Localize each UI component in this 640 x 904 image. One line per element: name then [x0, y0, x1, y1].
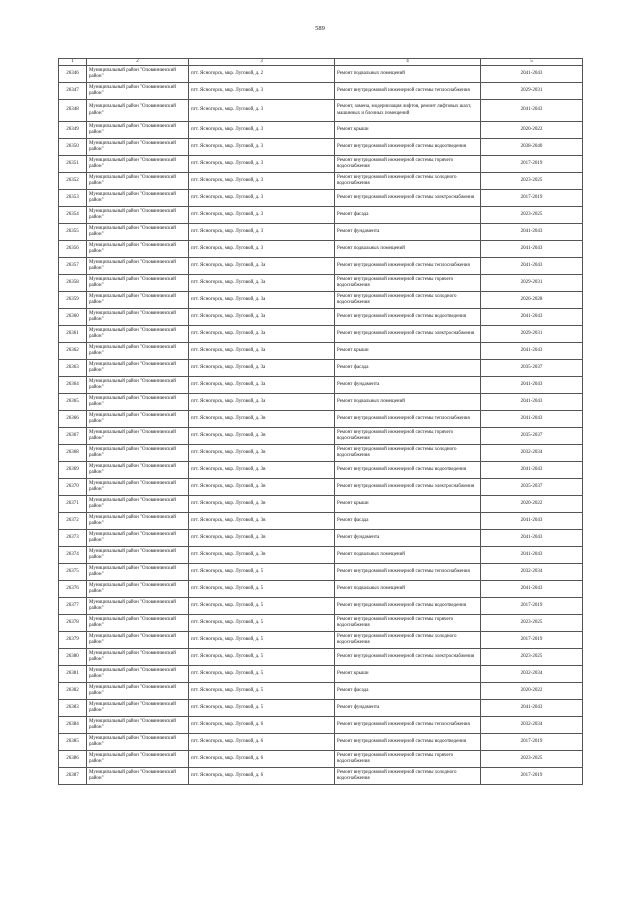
page-number: 589 — [315, 25, 325, 32]
address-cell: пгт. Ясногорск, мкр. Луговой, д. 5 — [189, 564, 335, 581]
table-row — [59, 530, 583, 547]
period-cell: 2041-2043 — [481, 241, 583, 258]
address-cell: пгт. Ясногорск, мкр. Луговой, д. 3 — [189, 173, 335, 190]
work-type-cell: Ремонт внутридомовой инженерной системы электроснабжения — [335, 479, 481, 496]
row-number: 26351 — [59, 156, 87, 173]
row-number: 26387 — [59, 768, 87, 785]
table-row — [59, 66, 583, 83]
column-number: 2 — [87, 59, 189, 66]
district-cell: Муниципальный район "Оловяннинский район" — [87, 258, 189, 275]
row-number: 26375 — [59, 564, 87, 581]
table-row — [59, 496, 583, 513]
table-row — [59, 190, 583, 207]
table-row — [59, 173, 583, 190]
table-row — [59, 122, 583, 139]
row-number: 26358 — [59, 275, 87, 292]
address-cell: пгт. Ясногорск, мкр. Луговой, д. 5 — [189, 666, 335, 683]
period-cell: 2041-2043 — [481, 377, 583, 394]
work-type-cell: Ремонт фундамента — [335, 377, 481, 394]
row-number: 26378 — [59, 615, 87, 632]
row-number: 26368 — [59, 445, 87, 462]
row-number: 26361 — [59, 326, 87, 343]
work-type-cell: Ремонт внутридомовой инженерной системы теплоснабжения — [335, 411, 481, 428]
table-row — [59, 700, 583, 717]
work-type-cell: Ремонт фасада — [335, 360, 481, 377]
table-row — [59, 513, 583, 530]
table-row — [59, 547, 583, 564]
table-row — [59, 343, 583, 360]
district-cell: Муниципальный район "Оловяннинский район" — [87, 513, 189, 530]
table-row — [59, 581, 583, 598]
address-cell: пгт. Ясногорск, мкр. Луговой, д. 3 — [189, 156, 335, 173]
row-number: 26366 — [59, 411, 87, 428]
address-cell: пгт. Ясногорск, мкр. Луговой, д. 3а — [189, 292, 335, 309]
row-number: 26370 — [59, 479, 87, 496]
work-type-cell: Ремонт внутридомовой инженерной системы электроснабжения — [335, 190, 481, 207]
work-type-cell: Ремонт внутридомовой инженерной системы водоотведения — [335, 598, 481, 615]
work-type-cell: Ремонт фасада — [335, 683, 481, 700]
address-cell: пгт. Ясногорск, мкр. Луговой, д. 6 — [189, 768, 335, 785]
table-row — [59, 360, 583, 377]
address-cell: пгт. Ясногорск, мкр. Луговой, д. 5 — [189, 581, 335, 598]
table-row — [59, 411, 583, 428]
period-cell: 2038-2040 — [481, 139, 583, 156]
address-cell: пгт. Ясногорск, мкр. Луговой, д. 3 — [189, 100, 335, 122]
period-cell: 2020-2022 — [481, 683, 583, 700]
column-number: 5 — [481, 59, 583, 66]
period-cell: 2023-2025 — [481, 751, 583, 768]
district-cell: Муниципальный район "Оловяннинский район" — [87, 173, 189, 190]
table-row — [59, 462, 583, 479]
period-cell: 2032-2034 — [481, 445, 583, 462]
row-number: 26356 — [59, 241, 87, 258]
period-cell: 2035-2037 — [481, 479, 583, 496]
period-cell: 2041-2043 — [481, 100, 583, 122]
row-number: 26355 — [59, 224, 87, 241]
district-cell: Муниципальный район "Оловяннинский район" — [87, 649, 189, 666]
period-cell: 2035-2037 — [481, 428, 583, 445]
district-cell: Муниципальный район "Оловяннинский район" — [87, 100, 189, 122]
district-cell: Муниципальный район "Оловяннинский район" — [87, 292, 189, 309]
table-row — [59, 241, 583, 258]
work-type-cell: Ремонт внутридомовой инженерной системы горячего водоснабжения — [335, 751, 481, 768]
column-number: 3 — [189, 59, 335, 66]
work-type-cell: Ремонт подвальных помещений — [335, 66, 481, 83]
district-cell: Муниципальный район "Оловяннинский район" — [87, 564, 189, 581]
district-cell: Муниципальный район "Оловяннинский район" — [87, 83, 189, 100]
work-type-cell: Ремонт, замена, модернизация лифтов, ремонт лифтовых шахт, машинных и блочных помещений — [335, 100, 481, 122]
district-cell: Муниципальный район "Оловяннинский район" — [87, 547, 189, 564]
district-cell: Муниципальный район "Оловяннинский район" — [87, 241, 189, 258]
row-number: 26372 — [59, 513, 87, 530]
row-number: 26385 — [59, 734, 87, 751]
district-cell: Муниципальный район "Оловяннинский район" — [87, 734, 189, 751]
address-cell: пгт. Ясногорск, мкр. Луговой, д. 3 — [189, 224, 335, 241]
work-type-cell: Ремонт внутридомовой инженерной системы теплоснабжения — [335, 258, 481, 275]
table-row — [59, 258, 583, 275]
address-cell: пгт. Ясногорск, мкр. Луговой, д. 3а — [189, 258, 335, 275]
table-row — [59, 649, 583, 666]
period-cell: 2032-2034 — [481, 717, 583, 734]
work-type-cell: Ремонт фасада — [335, 207, 481, 224]
row-number: 26359 — [59, 292, 87, 309]
table-row — [59, 564, 583, 581]
work-type-cell: Ремонт внутридомовой инженерной системы горячего водоснабжения — [335, 615, 481, 632]
district-cell: Муниципальный район "Оловяннинский район" — [87, 666, 189, 683]
district-cell: Муниципальный район "Оловяннинский район" — [87, 751, 189, 768]
period-cell: 2041-2043 — [481, 581, 583, 598]
district-cell: Муниципальный район "Оловяннинский район" — [87, 462, 189, 479]
address-cell: пгт. Ясногорск, мкр. Луговой, д. 3а — [189, 343, 335, 360]
address-cell: пгт. Ясногорск, мкр. Луговой, д. 3в — [189, 479, 335, 496]
row-number: 26371 — [59, 496, 87, 513]
table-row — [59, 377, 583, 394]
address-cell: пгт. Ясногорск, мкр. Луговой, д. 3 — [189, 190, 335, 207]
address-cell: пгт. Ясногорск, мкр. Луговой, д. 3в — [189, 428, 335, 445]
address-cell: пгт. Ясногорск, мкр. Луговой, д. 3в — [189, 496, 335, 513]
district-cell: Муниципальный район "Оловяннинский район" — [87, 122, 189, 139]
table-row — [59, 100, 583, 122]
table-row — [59, 734, 583, 751]
address-cell: пгт. Ясногорск, мкр. Луговой, д. 3 — [189, 207, 335, 224]
district-cell: Муниципальный район "Оловяннинский район" — [87, 768, 189, 785]
district-cell: Муниципальный район "Оловяннинский район" — [87, 598, 189, 615]
address-cell: пгт. Ясногорск, мкр. Луговой, д. 5 — [189, 615, 335, 632]
district-cell: Муниципальный район "Оловяннинский район" — [87, 156, 189, 173]
period-cell: 2023-2025 — [481, 207, 583, 224]
column-number: 4 — [335, 59, 481, 66]
work-type-cell: Ремонт фундамента — [335, 530, 481, 547]
district-cell: Муниципальный район "Оловяннинский район" — [87, 139, 189, 156]
address-cell: пгт. Ясногорск, мкр. Луговой, д. 6 — [189, 734, 335, 751]
address-cell: пгт. Ясногорск, мкр. Луговой, д. 5 — [189, 632, 335, 649]
work-type-cell: Ремонт крыши — [335, 343, 481, 360]
district-cell: Муниципальный район "Оловяннинский район" — [87, 700, 189, 717]
work-type-cell: Ремонт внутридомовой инженерной системы горячего водоснабжения — [335, 428, 481, 445]
period-cell: 2017-2019 — [481, 598, 583, 615]
period-cell: 2023-2025 — [481, 615, 583, 632]
row-number: 26347 — [59, 83, 87, 100]
period-cell: 2041-2043 — [481, 411, 583, 428]
address-cell: пгт. Ясногорск, мкр. Луговой, д. 3а — [189, 309, 335, 326]
work-type-cell: Ремонт внутридомовой инженерной системы электроснабжения — [335, 326, 481, 343]
table-row — [59, 428, 583, 445]
row-number: 26363 — [59, 360, 87, 377]
address-cell: пгт. Ясногорск, мкр. Луговой, д. 3в — [189, 513, 335, 530]
address-cell: пгт. Ясногорск, мкр. Луговой, д. 3 — [189, 139, 335, 156]
district-cell: Муниципальный район "Оловяннинский район" — [87, 394, 189, 411]
address-cell: пгт. Ясногорск, мкр. Луговой, д. 5 — [189, 649, 335, 666]
address-cell: пгт. Ясногорск, мкр. Луговой, д. 3а — [189, 394, 335, 411]
period-cell: 2017-2019 — [481, 632, 583, 649]
district-cell: Муниципальный район "Оловяннинский район" — [87, 445, 189, 462]
work-type-cell: Ремонт внутридомовой инженерной системы водоотведения — [335, 139, 481, 156]
work-type-cell: Ремонт внутридомовой инженерной системы холодного водоснабжения — [335, 173, 481, 190]
address-cell: пгт. Ясногорск, мкр. Луговой, д. 3в — [189, 445, 335, 462]
period-cell: 2041-2043 — [481, 309, 583, 326]
work-type-cell: Ремонт внутридомовой инженерной системы холодного водоснабжения — [335, 445, 481, 462]
district-cell: Муниципальный район "Оловяннинский район" — [87, 717, 189, 734]
column-number: 1 — [59, 59, 87, 66]
row-number: 26362 — [59, 343, 87, 360]
table-row — [59, 479, 583, 496]
row-number: 26376 — [59, 581, 87, 598]
period-cell: 2020-2022 — [481, 122, 583, 139]
district-cell: Муниципальный район "Оловяннинский район" — [87, 190, 189, 207]
period-cell: 2023-2025 — [481, 173, 583, 190]
period-cell: 2020-2022 — [481, 496, 583, 513]
period-cell: 2041-2043 — [481, 547, 583, 564]
period-cell: 2029-2031 — [481, 83, 583, 100]
address-cell: пгт. Ясногорск, мкр. Луговой, д. 5 — [189, 700, 335, 717]
work-type-cell: Ремонт внутридомовой инженерной системы водоотведения — [335, 309, 481, 326]
address-cell: пгт. Ясногорск, мкр. Луговой, д. 3а — [189, 377, 335, 394]
work-type-cell: Ремонт подвальных помещений — [335, 581, 481, 598]
row-number: 26348 — [59, 100, 87, 122]
district-cell: Муниципальный район "Оловяннинский район" — [87, 411, 189, 428]
row-number: 26374 — [59, 547, 87, 564]
row-number: 26367 — [59, 428, 87, 445]
period-cell: 2032-2034 — [481, 666, 583, 683]
table-body — [59, 59, 583, 785]
row-number: 26364 — [59, 377, 87, 394]
district-cell: Муниципальный район "Оловяннинский район" — [87, 615, 189, 632]
table-row — [59, 768, 583, 785]
district-cell: Муниципальный район "Оловяннинский район" — [87, 66, 189, 83]
row-number: 26384 — [59, 717, 87, 734]
address-cell: пгт. Ясногорск, мкр. Луговой, д. 3в — [189, 530, 335, 547]
period-cell: 2017-2019 — [481, 768, 583, 785]
row-number: 26353 — [59, 190, 87, 207]
period-cell: 2017-2019 — [481, 734, 583, 751]
work-type-cell: Ремонт внутридомовой инженерной системы горячего водоснабжения — [335, 156, 481, 173]
row-number: 26354 — [59, 207, 87, 224]
column-number-header-row — [59, 59, 583, 66]
district-cell: Муниципальный район "Оловяннинский район" — [87, 683, 189, 700]
address-cell: пгт. Ясногорск, мкр. Луговой, д. 3 — [189, 241, 335, 258]
table-row — [59, 717, 583, 734]
table-row — [59, 83, 583, 100]
address-cell: пгт. Ясногорск, мкр. Луговой, д. 3а — [189, 360, 335, 377]
row-number: 26352 — [59, 173, 87, 190]
work-type-cell: Ремонт фундамента — [335, 224, 481, 241]
table-row — [59, 666, 583, 683]
row-number: 26383 — [59, 700, 87, 717]
work-type-cell: Ремонт внутридомовой инженерной системы холодного водоснабжения — [335, 632, 481, 649]
address-cell: пгт. Ясногорск, мкр. Луговой, д. 5 — [189, 598, 335, 615]
period-cell: 2017-2019 — [481, 190, 583, 207]
address-cell: пгт. Ясногорск, мкр. Луговой, д. 6 — [189, 751, 335, 768]
work-type-cell: Ремонт фундамента — [335, 700, 481, 717]
work-type-cell: Ремонт крыши — [335, 496, 481, 513]
row-number: 26377 — [59, 598, 87, 615]
district-cell: Муниципальный район "Оловяннинский район" — [87, 581, 189, 598]
table-row — [59, 394, 583, 411]
row-number: 26369 — [59, 462, 87, 479]
district-cell: Муниципальный район "Оловяннинский район" — [87, 207, 189, 224]
period-cell: 2026-2028 — [481, 292, 583, 309]
work-type-cell: Ремонт внутридомовой инженерной системы горячего водоснабжения — [335, 275, 481, 292]
table-row — [59, 632, 583, 649]
period-cell: 2041-2043 — [481, 258, 583, 275]
address-cell: пгт. Ясногорск, мкр. Луговой, д. 6 — [189, 717, 335, 734]
district-cell: Муниципальный район "Оловяннинский район" — [87, 496, 189, 513]
district-cell: Муниципальный район "Оловяннинский район" — [87, 428, 189, 445]
period-cell: 2041-2043 — [481, 513, 583, 530]
period-cell: 2041-2043 — [481, 700, 583, 717]
district-cell: Муниципальный район "Оловяннинский район" — [87, 632, 189, 649]
table-row — [59, 598, 583, 615]
period-cell: 2041-2043 — [481, 224, 583, 241]
address-cell: пгт. Ясногорск, мкр. Луговой, д. 3в — [189, 411, 335, 428]
address-cell: пгт. Ясногорск, мкр. Луговой, д. 2 — [189, 66, 335, 83]
period-cell: 2041-2043 — [481, 462, 583, 479]
period-cell: 2023-2025 — [481, 649, 583, 666]
period-cell: 2035-2037 — [481, 360, 583, 377]
row-number: 26381 — [59, 666, 87, 683]
row-number: 26365 — [59, 394, 87, 411]
district-cell: Муниципальный район "Оловяннинский район" — [87, 224, 189, 241]
period-cell: 2041-2043 — [481, 66, 583, 83]
work-type-cell: Ремонт внутридомовой инженерной системы водоотведения — [335, 734, 481, 751]
table-row — [59, 139, 583, 156]
row-number: 26379 — [59, 632, 87, 649]
period-cell: 2041-2043 — [481, 394, 583, 411]
row-number: 26373 — [59, 530, 87, 547]
district-cell: Муниципальный район "Оловяннинский район" — [87, 360, 189, 377]
table-row — [59, 292, 583, 309]
address-cell: пгт. Ясногорск, мкр. Луговой, д. 3а — [189, 326, 335, 343]
district-cell: Муниципальный район "Оловяннинский район" — [87, 309, 189, 326]
district-cell: Муниципальный район "Оловяннинский район" — [87, 326, 189, 343]
work-type-cell: Ремонт подвальных помещений — [335, 394, 481, 411]
work-type-cell: Ремонт крыши — [335, 666, 481, 683]
period-cell: 2041-2043 — [481, 343, 583, 360]
district-cell: Муниципальный район "Оловяннинский район" — [87, 530, 189, 547]
district-cell: Муниципальный район "Оловяннинский район" — [87, 343, 189, 360]
row-number: 26382 — [59, 683, 87, 700]
work-type-cell: Ремонт подвальных помещений — [335, 241, 481, 258]
district-cell: Муниципальный район "Оловяннинский район" — [87, 377, 189, 394]
row-number: 26357 — [59, 258, 87, 275]
table-row — [59, 156, 583, 173]
district-cell: Муниципальный район "Оловяннинский район" — [87, 479, 189, 496]
table-row — [59, 683, 583, 700]
period-cell: 2029-2031 — [481, 275, 583, 292]
table-row — [59, 326, 583, 343]
address-cell: пгт. Ясногорск, мкр. Луговой, д. 3в — [189, 547, 335, 564]
row-number: 26380 — [59, 649, 87, 666]
work-type-cell: Ремонт внутридомовой инженерной системы теплоснабжения — [335, 564, 481, 581]
work-type-cell: Ремонт фасада — [335, 513, 481, 530]
row-number: 26350 — [59, 139, 87, 156]
work-type-cell: Ремонт внутридомовой инженерной системы электроснабжения — [335, 649, 481, 666]
table-row — [59, 445, 583, 462]
row-number: 26346 — [59, 66, 87, 83]
work-type-cell: Ремонт крыши — [335, 122, 481, 139]
period-cell: 2032-2034 — [481, 564, 583, 581]
table-row — [59, 224, 583, 241]
period-cell: 2029-2031 — [481, 326, 583, 343]
address-cell: пгт. Ясногорск, мкр. Луговой, д. 3а — [189, 275, 335, 292]
address-cell: пгт. Ясногорск, мкр. Луговой, д. 3 — [189, 83, 335, 100]
row-number: 26349 — [59, 122, 87, 139]
district-cell: Муниципальный район "Оловяннинский район" — [87, 275, 189, 292]
table-row — [59, 275, 583, 292]
table-row — [59, 751, 583, 768]
table-row — [59, 207, 583, 224]
row-number: 26360 — [59, 309, 87, 326]
work-type-cell: Ремонт внутридомовой инженерной системы холодного водоснабжения — [335, 768, 481, 785]
row-number: 26386 — [59, 751, 87, 768]
address-cell: пгт. Ясногорск, мкр. Луговой, д. 3в — [189, 462, 335, 479]
repair-schedule-table — [58, 58, 583, 785]
work-type-cell: Ремонт внутридомовой инженерной системы теплоснабжения — [335, 83, 481, 100]
table-row — [59, 309, 583, 326]
address-cell: пгт. Ясногорск, мкр. Луговой, д. 5 — [189, 683, 335, 700]
table-row — [59, 615, 583, 632]
period-cell: 2017-2019 — [481, 156, 583, 173]
work-type-cell: Ремонт внутридомовой инженерной системы теплоснабжения — [335, 717, 481, 734]
address-cell: пгт. Ясногорск, мкр. Луговой, д. 3 — [189, 122, 335, 139]
work-type-cell: Ремонт подвальных помещений — [335, 547, 481, 564]
work-type-cell: Ремонт внутридомовой инженерной системы водоотведения — [335, 462, 481, 479]
work-type-cell: Ремонт внутридомовой инженерной системы холодного водоснабжения — [335, 292, 481, 309]
period-cell: 2041-2043 — [481, 530, 583, 547]
